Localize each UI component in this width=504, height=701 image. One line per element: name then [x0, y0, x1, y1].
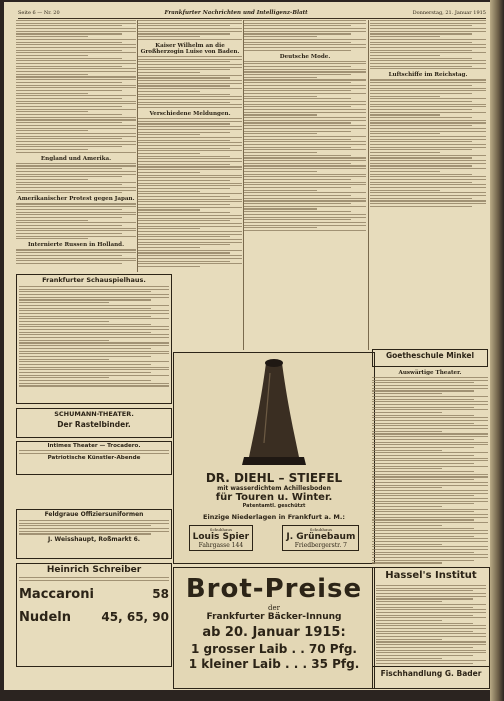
- rastelbinder-title: Der Rastelbinder.: [57, 420, 131, 429]
- article-text: [16, 163, 136, 194]
- brot-title: Brot-Preise: [185, 574, 363, 604]
- shop-type: Schuhhaus: [309, 527, 333, 532]
- headline-kaiser: Kaiser Wilhelm an die Großherzogin Luise von Baden.: [140, 42, 240, 55]
- theater-listings: [16, 272, 172, 507]
- schumann-title: SCHUMANN-THEATER.: [54, 410, 134, 418]
- theater-program: [372, 377, 488, 564]
- newspaper-page: [4, 2, 490, 690]
- article-text: [244, 61, 366, 231]
- article-text: [370, 79, 486, 206]
- boot-illustration: [174, 353, 374, 473]
- diehl-brand: DR. DIEHL – STIEFEL: [205, 471, 343, 485]
- ad-text: [19, 577, 169, 581]
- goetheschule-box: [372, 349, 488, 367]
- ad-text: [376, 585, 486, 664]
- schreiber-ad: [16, 563, 172, 667]
- article-text: [16, 20, 136, 153]
- column-4: [370, 20, 486, 345]
- brot-price-small: 1 kleiner Laib . . . 35 Pfg.: [188, 657, 360, 671]
- program-text: [19, 450, 169, 454]
- column-3: [244, 20, 366, 350]
- brot-from-date: ab 20. Januar 1915:: [202, 625, 346, 640]
- shop-name: J. Grünebaum: [286, 532, 356, 542]
- schauspielhaus-title: Frankfurter Schauspielhaus.: [42, 276, 146, 284]
- brot-price-large: 1 grosser Laib . . 70 Pfg.: [191, 642, 357, 656]
- shop-name: Louis Spier: [192, 532, 250, 542]
- weisshaupt-ad: [16, 509, 172, 559]
- brot-of: der: [268, 604, 280, 612]
- column-1: [16, 20, 136, 272]
- headline-luftschiffe: Luftschiffe im Reichstag.: [388, 72, 468, 79]
- page-date: Donnerstag, 21. Januar 1915: [412, 9, 486, 16]
- program-text: [19, 286, 169, 387]
- article-text: [138, 118, 242, 267]
- newspaper-title: Frankfurter Nachrichten und Intelligenz-Blatt: [164, 9, 308, 16]
- headline-england: England und Amerika.: [40, 155, 112, 162]
- small-ads: [16, 507, 172, 687]
- article-text: [138, 20, 242, 40]
- shop-spier: [189, 525, 253, 551]
- brot-preise-ad: [173, 567, 375, 689]
- schreiber-title: Heinrich Schreiber: [46, 565, 142, 575]
- diehl-stiefel-ad: [173, 352, 375, 564]
- article-text: [244, 20, 366, 51]
- article-text: [16, 249, 136, 264]
- hassel-institut-ad: [372, 567, 490, 689]
- intimes-title: Intimes Theater — Trocadero.: [47, 443, 141, 449]
- diehl-patent: Patentamtl. geschützt: [242, 503, 306, 509]
- weisshaupt-name: J. Weisshaupt, Roßmarkt 6.: [47, 536, 141, 544]
- diehl-tagline: mit wasserdichtem Achillesboden: [217, 485, 331, 492]
- page-header: [18, 8, 486, 19]
- column-rule: [368, 20, 369, 350]
- article-text: [16, 203, 136, 239]
- headline-japan: Amerikanischer Protest gegen Japan.: [17, 196, 135, 203]
- headline-meldungen: Verschiedene Meldungen.: [149, 111, 231, 118]
- shop-address: Friedbergerstr. 7: [294, 542, 347, 549]
- article-text: [138, 56, 242, 108]
- feldgraue-title: Feldgraue Offiziersuniformen: [44, 511, 144, 518]
- diehl-purpose: für Touren u. Winter.: [215, 492, 333, 503]
- nudeln-label: Nudeln: [19, 609, 71, 625]
- shop-type: Schuhhaus: [209, 527, 233, 532]
- schauspielhaus-box: [16, 274, 172, 404]
- brot-guild: Frankfurter Bäcker-Innung: [206, 612, 342, 622]
- schumann-box: [16, 408, 172, 438]
- diehl-sales: Einzige Niederlagen in Frankfurt a. M.:: [203, 513, 345, 521]
- fischhandlung-title: Fischhandlung G. Bader: [373, 666, 489, 678]
- goethe-theater-column: [372, 347, 488, 567]
- nudeln-price: 45, 65, 90: [101, 609, 169, 624]
- intimes-box: [16, 441, 172, 475]
- page-number: Seite 6 — Nr. 20: [18, 9, 60, 16]
- headline-mode: Deutsche Mode.: [279, 53, 331, 60]
- shop-address: Fahrgasse 144: [198, 542, 244, 549]
- goetheschule-title: Goetheschule Minkel: [385, 351, 475, 360]
- article-text: [370, 20, 486, 69]
- ad-text: [19, 520, 169, 535]
- shop-gruenebaum: [282, 525, 359, 551]
- headline-russen: Internierte Russen in Holland.: [27, 242, 125, 249]
- page-edge-shadow: [490, 0, 504, 701]
- makkaroni-price: 58: [152, 586, 169, 601]
- makkaroni-label: Maccaroni: [19, 586, 94, 602]
- auswaertige-title: Auswärtige Theater.: [398, 370, 462, 376]
- patriotische-title: Patriotische Künstler-Abende: [47, 455, 141, 462]
- hassel-title: Hassel's Institut: [385, 570, 477, 581]
